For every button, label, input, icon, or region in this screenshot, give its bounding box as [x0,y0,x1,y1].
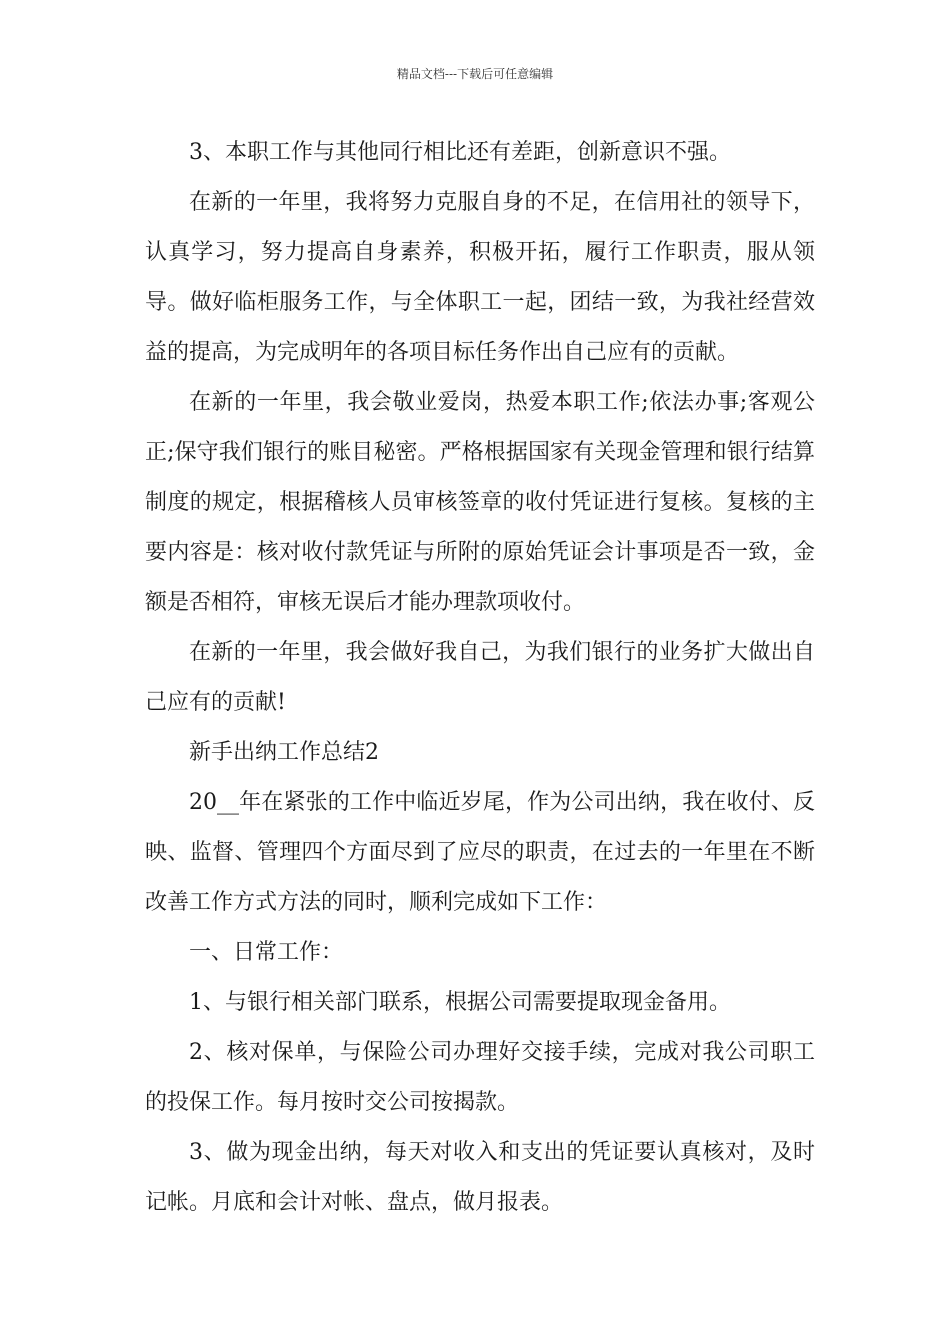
paragraph: 3、做为现金出纳，每天对收入和支出的凭证要认真核对，及时记帐。月底和会计对帐、盘点，做月报表。 [145,1140,815,1215]
paragraph: 在新的一年里，我会敬业爱岗，热爱本职工作;依法办事;客观公正;保守我们银行的账目秘密。严格根据国家有关现金管理和银行结算制度的规定，根据稽核人员审核签章的收付凭证进行复核。复核的主要内容是：核对收付款凭证与所附的原始凭证会计事项是否一致，金额是否相符，审核无误后才能办理款项收付。 [145,390,815,615]
paragraph: 在新的一年里，我将努力克服自身的不足，在信用社的领导下，认真学习，努力提高自身素养，积极开拓，履行工作职责，服从领导。做好临柜服务工作，与全体职工一起，团结一致，为我社经营效益的提高，为完成明年的各项目标任务作出自己应有的贡献。 [145,190,815,365]
paragraph: 1、与银行相关部门联系，根据公司需要提取现金备用。 [189,990,731,1015]
page-header: 精品文档---下载后可任意编辑 [396,67,554,81]
paragraph: 在新的一年里，我会做好我自己，为我们银行的业务扩大做出自己应有的贡献! [145,640,815,715]
paragraph: 3、本职工作与其他同行相比还有差距，创新意识不强。 [189,140,731,165]
section-heading: 新手出纳工作总结2 [189,740,379,765]
subsection-heading: 一、日常工作： [189,940,344,965]
paragraph: 2、核对保单，与保险公司办理好交接手续，完成对我公司职工的投保工作。每月按时交公司按揭款。 [145,1040,815,1115]
paragraph: 20__年在紧张的工作中临近岁尾，作为公司出纳，我在收付、反映、监督、管理四个方面尽到了应尽的职责，在过去的一年里在不断改善工作方式方法的同时，顺利完成如下工作： [145,790,815,915]
document-body [145,128,815,1228]
